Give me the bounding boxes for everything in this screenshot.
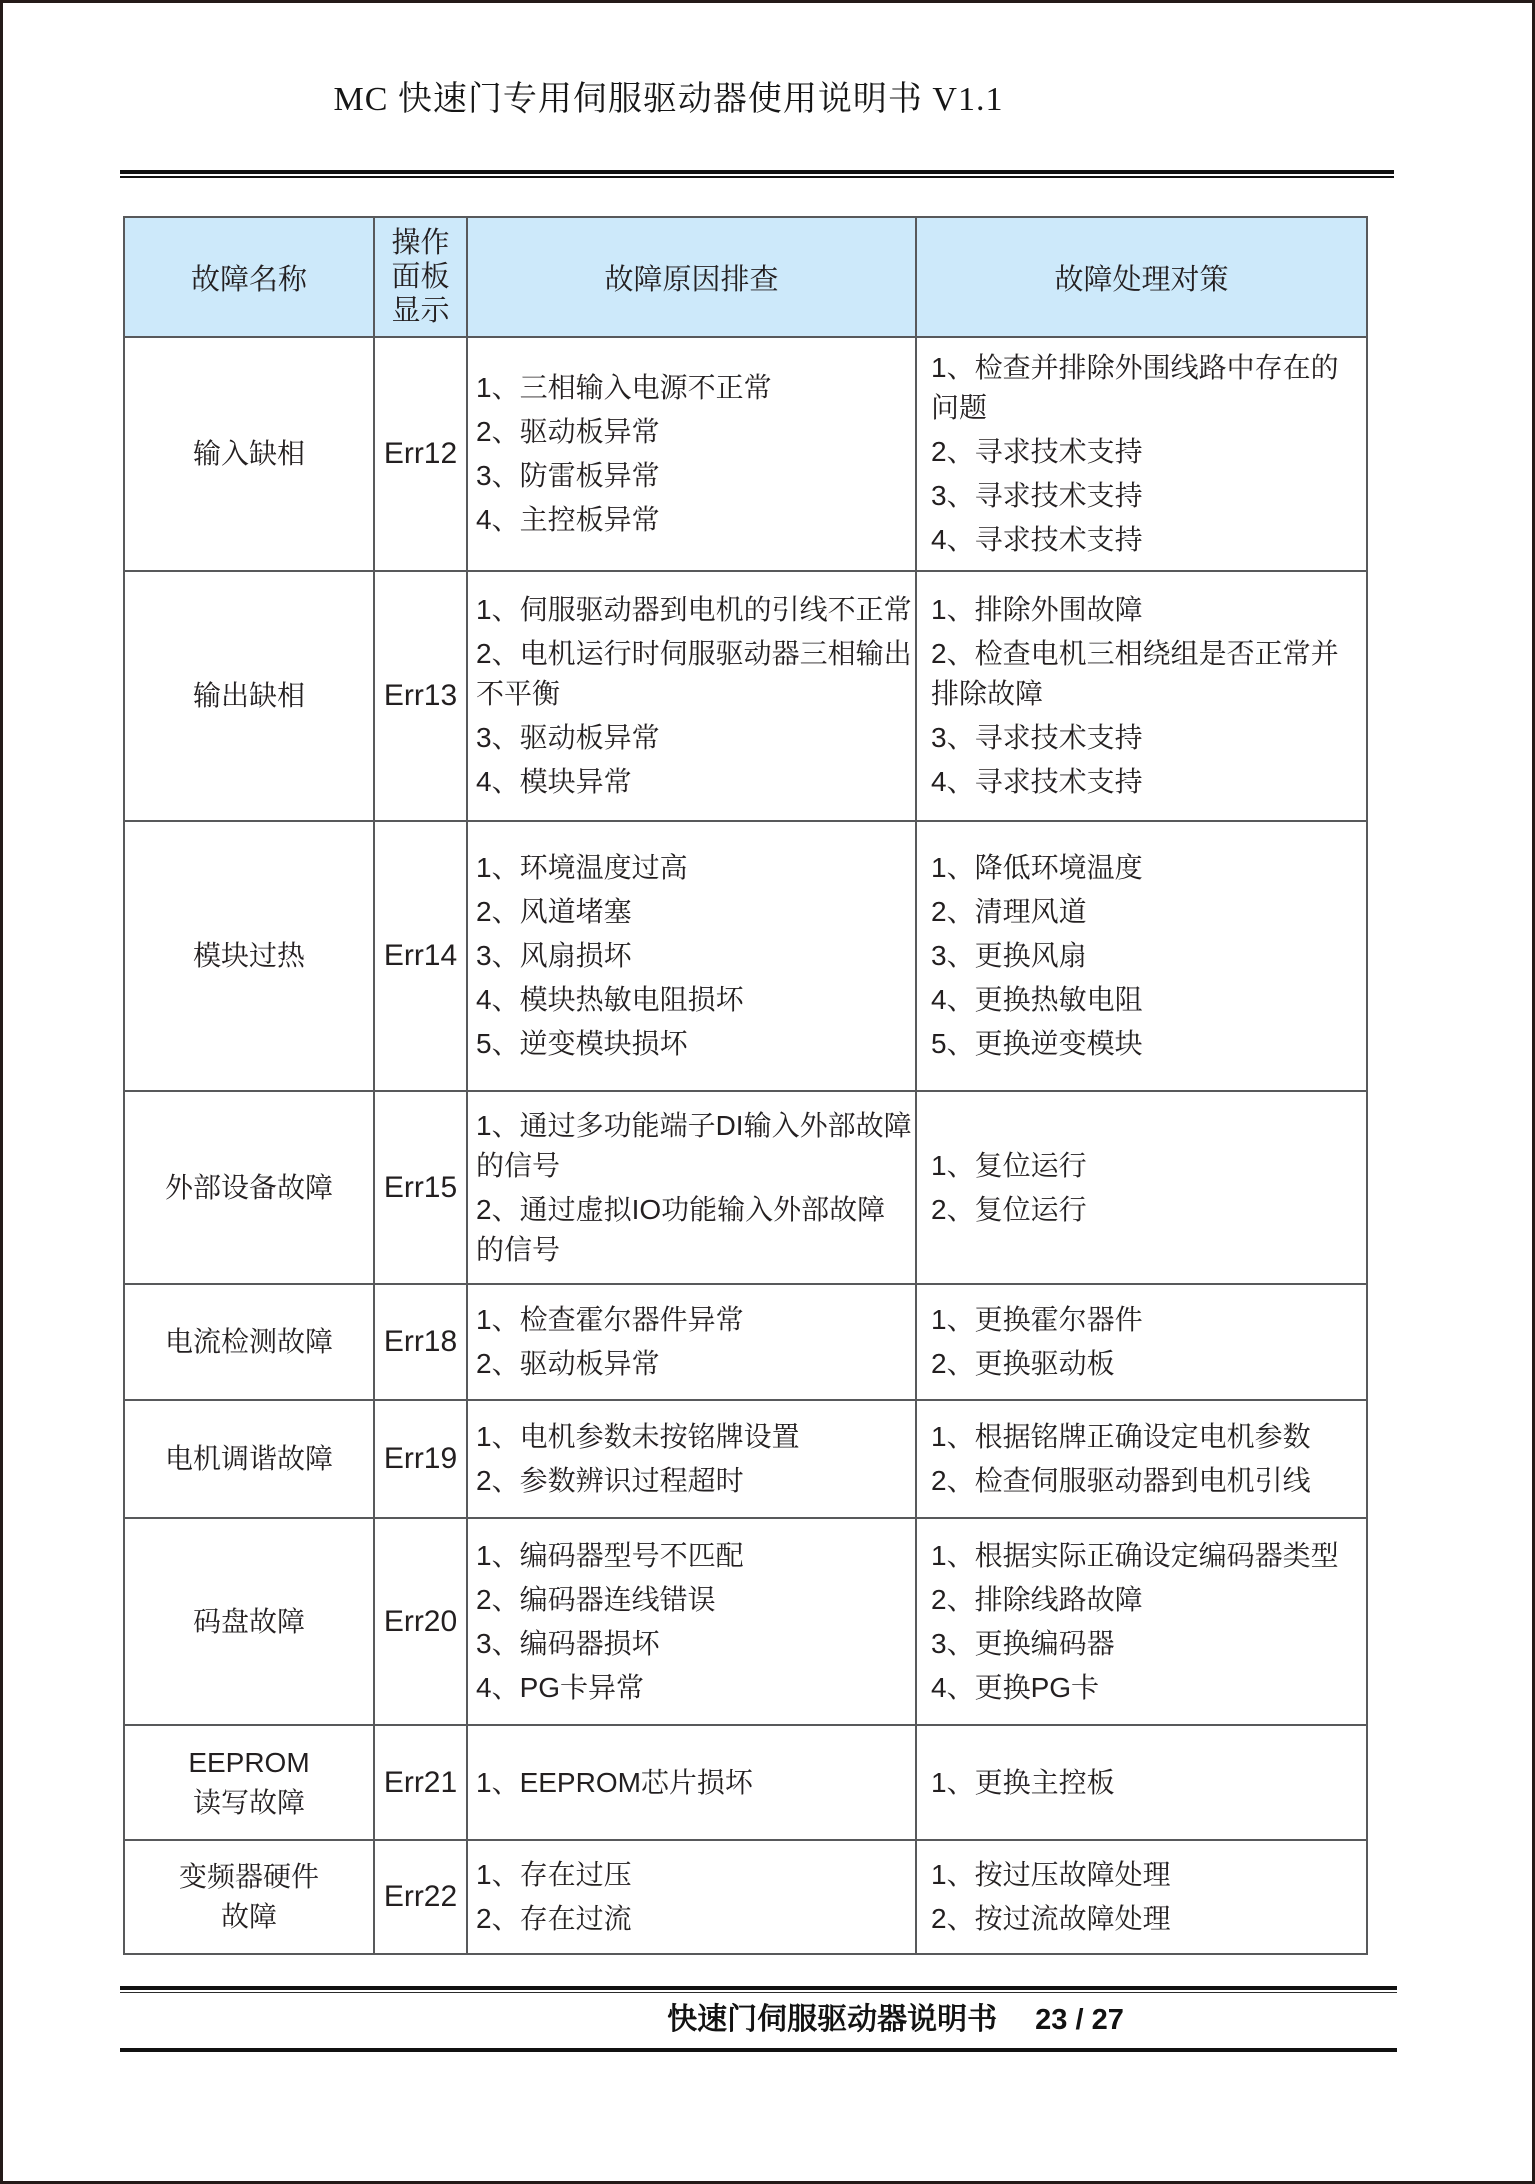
panel-code-cell [374,1400,467,1518]
fault-name-line: 外部设备故障 [164,1171,333,1203]
cause-item: 2、驱动板异常 [476,1348,660,1379]
panel-display-line: 面板 [391,261,450,293]
cause-item: 1、电机参数未按铭牌设置 [476,1421,800,1452]
fault-name-cell [124,821,374,1091]
solution-item: 3、更换风扇 [931,940,1087,971]
footer-top-rule [120,1986,1397,1993]
footer-content [667,2003,1124,2036]
fault-name-line: 变频器硬件 [178,1861,319,1892]
table-row [124,1400,1367,1518]
cause-item: 2、风道堵塞 [476,896,632,927]
cause-item: 1、伺服驱动器到电机的引线不正常 [476,594,912,625]
fault-name-cell [124,1400,374,1518]
solution-item: 1、更换霍尔器件 [931,1304,1143,1335]
fault-name-line: 输入缺相 [192,438,305,469]
cause-item: 2、存在过流 [476,1903,632,1934]
solution-cell [916,1400,1367,1518]
cause-item: 2、电机运行时伺服驱动器三相输出不平衡 [476,638,912,709]
solution-item: 3、寻求技术支持 [931,480,1143,511]
solution-item: 4、寻求技术支持 [931,766,1143,797]
cause-item: 1、编码器型号不匹配 [476,1539,744,1571]
table-row [124,1518,1367,1725]
cause-item: 1、存在过压 [476,1859,632,1890]
solution-item: 2、复位运行 [931,1193,1087,1225]
fault-name-cell [124,337,374,571]
cause-cell [467,821,916,1091]
cause-item: 4、主控板异常 [476,504,660,535]
panel-code-cell [374,1840,467,1954]
footer-bottom-rule-line [120,2048,1397,2052]
error-code: Err13 [383,679,458,712]
error-code: Err22 [383,1880,458,1913]
solution-item: 1、根据铭牌正确设定电机参数 [931,1421,1311,1452]
solution-item: 1、更换主控板 [931,1766,1115,1798]
panel-code-cell [374,571,467,821]
col-header-fault-name: 故障名称 [124,217,374,337]
cause-item: 1、检查霍尔器件异常 [476,1304,744,1335]
panel-code-cell [374,1091,467,1284]
cause-item: 5、逆变模块损坏 [476,1028,688,1059]
cause-item: 3、防雷板异常 [476,460,660,491]
cause-item: 4、PG卡异常 [476,1671,645,1703]
solution-cell [916,337,1367,571]
solution-item: 4、更换PG卡 [931,1671,1100,1703]
error-code: Err20 [383,1604,458,1638]
cause-item: 2、编码器连线错误 [476,1583,716,1615]
solution-item: 4、寻求技术支持 [931,524,1143,555]
fault-name-cell [124,571,374,821]
solution-item: 2、检查伺服驱动器到电机引线 [931,1465,1311,1496]
col-header-countermeasure: 故障处理对策 [916,217,1367,337]
cause-item: 2、通过虚拟IO功能输入外部故障的信号 [476,1193,886,1265]
footer-doc-name: 快速门伺服驱动器说明书 [667,2003,998,2036]
solution-cell [916,1518,1367,1725]
fault-name-cell [124,1840,374,1954]
fault-name-line: 读写故障 [192,1786,305,1818]
panel-code-cell [374,337,467,571]
error-code: Err15 [383,1170,458,1204]
solution-item: 2、寻求技术支持 [931,436,1143,467]
cause-cell [467,1284,916,1400]
col-header-cause-check: 故障原因排查 [467,217,916,337]
page-title: MC 快速门专用伺服驱动器使用说明书 V1.1 [333,81,1004,118]
col-header-panel-display [374,217,467,337]
cause-cell [467,1400,916,1518]
error-code: Err18 [383,1325,458,1358]
footer-bottom-rule [120,2048,1397,2052]
cause-cell [467,337,916,571]
solution-item: 2、更换驱动板 [931,1348,1115,1379]
fault-table-body [124,337,1367,1954]
error-code: Err21 [383,1765,458,1799]
table-row [124,1284,1367,1400]
cause-cell [467,571,916,821]
solution-cell [916,1840,1367,1954]
solution-item: 2、检查电机三相绕组是否正常并排除故障 [931,638,1339,709]
fault-name-line: 电流检测故障 [164,1326,333,1357]
cause-item: 3、风扇损坏 [476,940,632,971]
cause-item: 2、参数辨识过程超时 [476,1465,744,1496]
table-header-row [124,217,1367,337]
panel-display-line: 显示 [391,295,450,327]
solution-item: 2、排除线路故障 [931,1583,1143,1615]
cause-item: 2、驱动板异常 [476,416,660,447]
error-code: Err19 [383,1442,458,1475]
panel-code-cell [374,1725,467,1840]
solution-item: 2、清理风道 [931,896,1087,927]
table-row [124,821,1367,1091]
solution-cell [916,821,1367,1091]
fault-name-line: 故障 [220,1901,277,1932]
solution-cell [916,1725,1367,1840]
cause-item: 1、EEPROM芯片损坏 [476,1766,753,1798]
table-row [124,1725,1367,1840]
cause-cell [467,1091,916,1284]
table-row [124,1091,1367,1284]
solution-item: 1、按过压故障处理 [931,1859,1171,1890]
solution-cell [916,571,1367,821]
fault-name-cell [124,1725,374,1840]
footer-page-number: 23 / 27 [1035,2004,1124,2036]
solution-cell [916,1284,1367,1400]
error-code: Err12 [383,437,458,470]
cause-item: 3、编码器损坏 [476,1627,660,1659]
fault-name-cell [124,1091,374,1284]
fault-name-cell [124,1284,374,1400]
cause-item: 1、通过多功能端子DI输入外部故障的信号 [476,1109,912,1181]
fault-name-line: 输出缺相 [192,680,305,711]
solution-item: 1、复位运行 [931,1149,1087,1181]
solution-item: 1、降低环境温度 [931,852,1143,883]
cause-item: 4、模块异常 [476,766,632,797]
fault-name-line: 码盘故障 [192,1605,305,1637]
page-footer [120,1996,1397,2044]
fault-name-line: 电机调谐故障 [164,1443,333,1474]
cause-item: 1、环境温度过高 [476,852,688,883]
fault-name-cell [124,1518,374,1725]
table-row [124,571,1367,821]
cause-cell [467,1518,916,1725]
panel-code-cell [374,1284,467,1400]
fault-name-line: EEPROM [188,1746,310,1778]
panel-code-cell [374,1518,467,1725]
footer-top-rule-thin-line [120,1992,1397,1993]
solution-item: 3、更换编码器 [931,1627,1115,1659]
solution-item: 2、按过流故障处理 [931,1903,1171,1934]
solution-item: 1、排除外围故障 [931,594,1143,625]
header-rule [120,170,1394,178]
error-code: Err14 [383,939,458,972]
table-row [124,337,1367,571]
solution-item: 1、根据实际正确设定编码器类型 [931,1539,1339,1571]
table-row [124,1840,1367,1954]
cause-item: 3、驱动板异常 [476,722,660,753]
solution-item: 3、寻求技术支持 [931,722,1143,753]
fault-name-line: 模块过热 [192,940,305,971]
fault-table [123,216,1368,1955]
solution-item: 4、更换热敏电阻 [931,984,1143,1015]
solution-item: 5、更换逆变模块 [931,1028,1143,1059]
solution-cell [916,1091,1367,1284]
panel-display-line: 操作 [391,227,450,259]
cause-cell [467,1840,916,1954]
cause-item: 4、模块热敏电阻损坏 [476,984,744,1015]
panel-code-cell [374,821,467,1091]
cause-cell [467,1725,916,1840]
cause-item: 1、三相输入电源不正常 [476,372,772,403]
header-rule-thin-line [120,176,1394,178]
solution-item: 1、检查并排除外围线路中存在的问题 [931,352,1339,423]
